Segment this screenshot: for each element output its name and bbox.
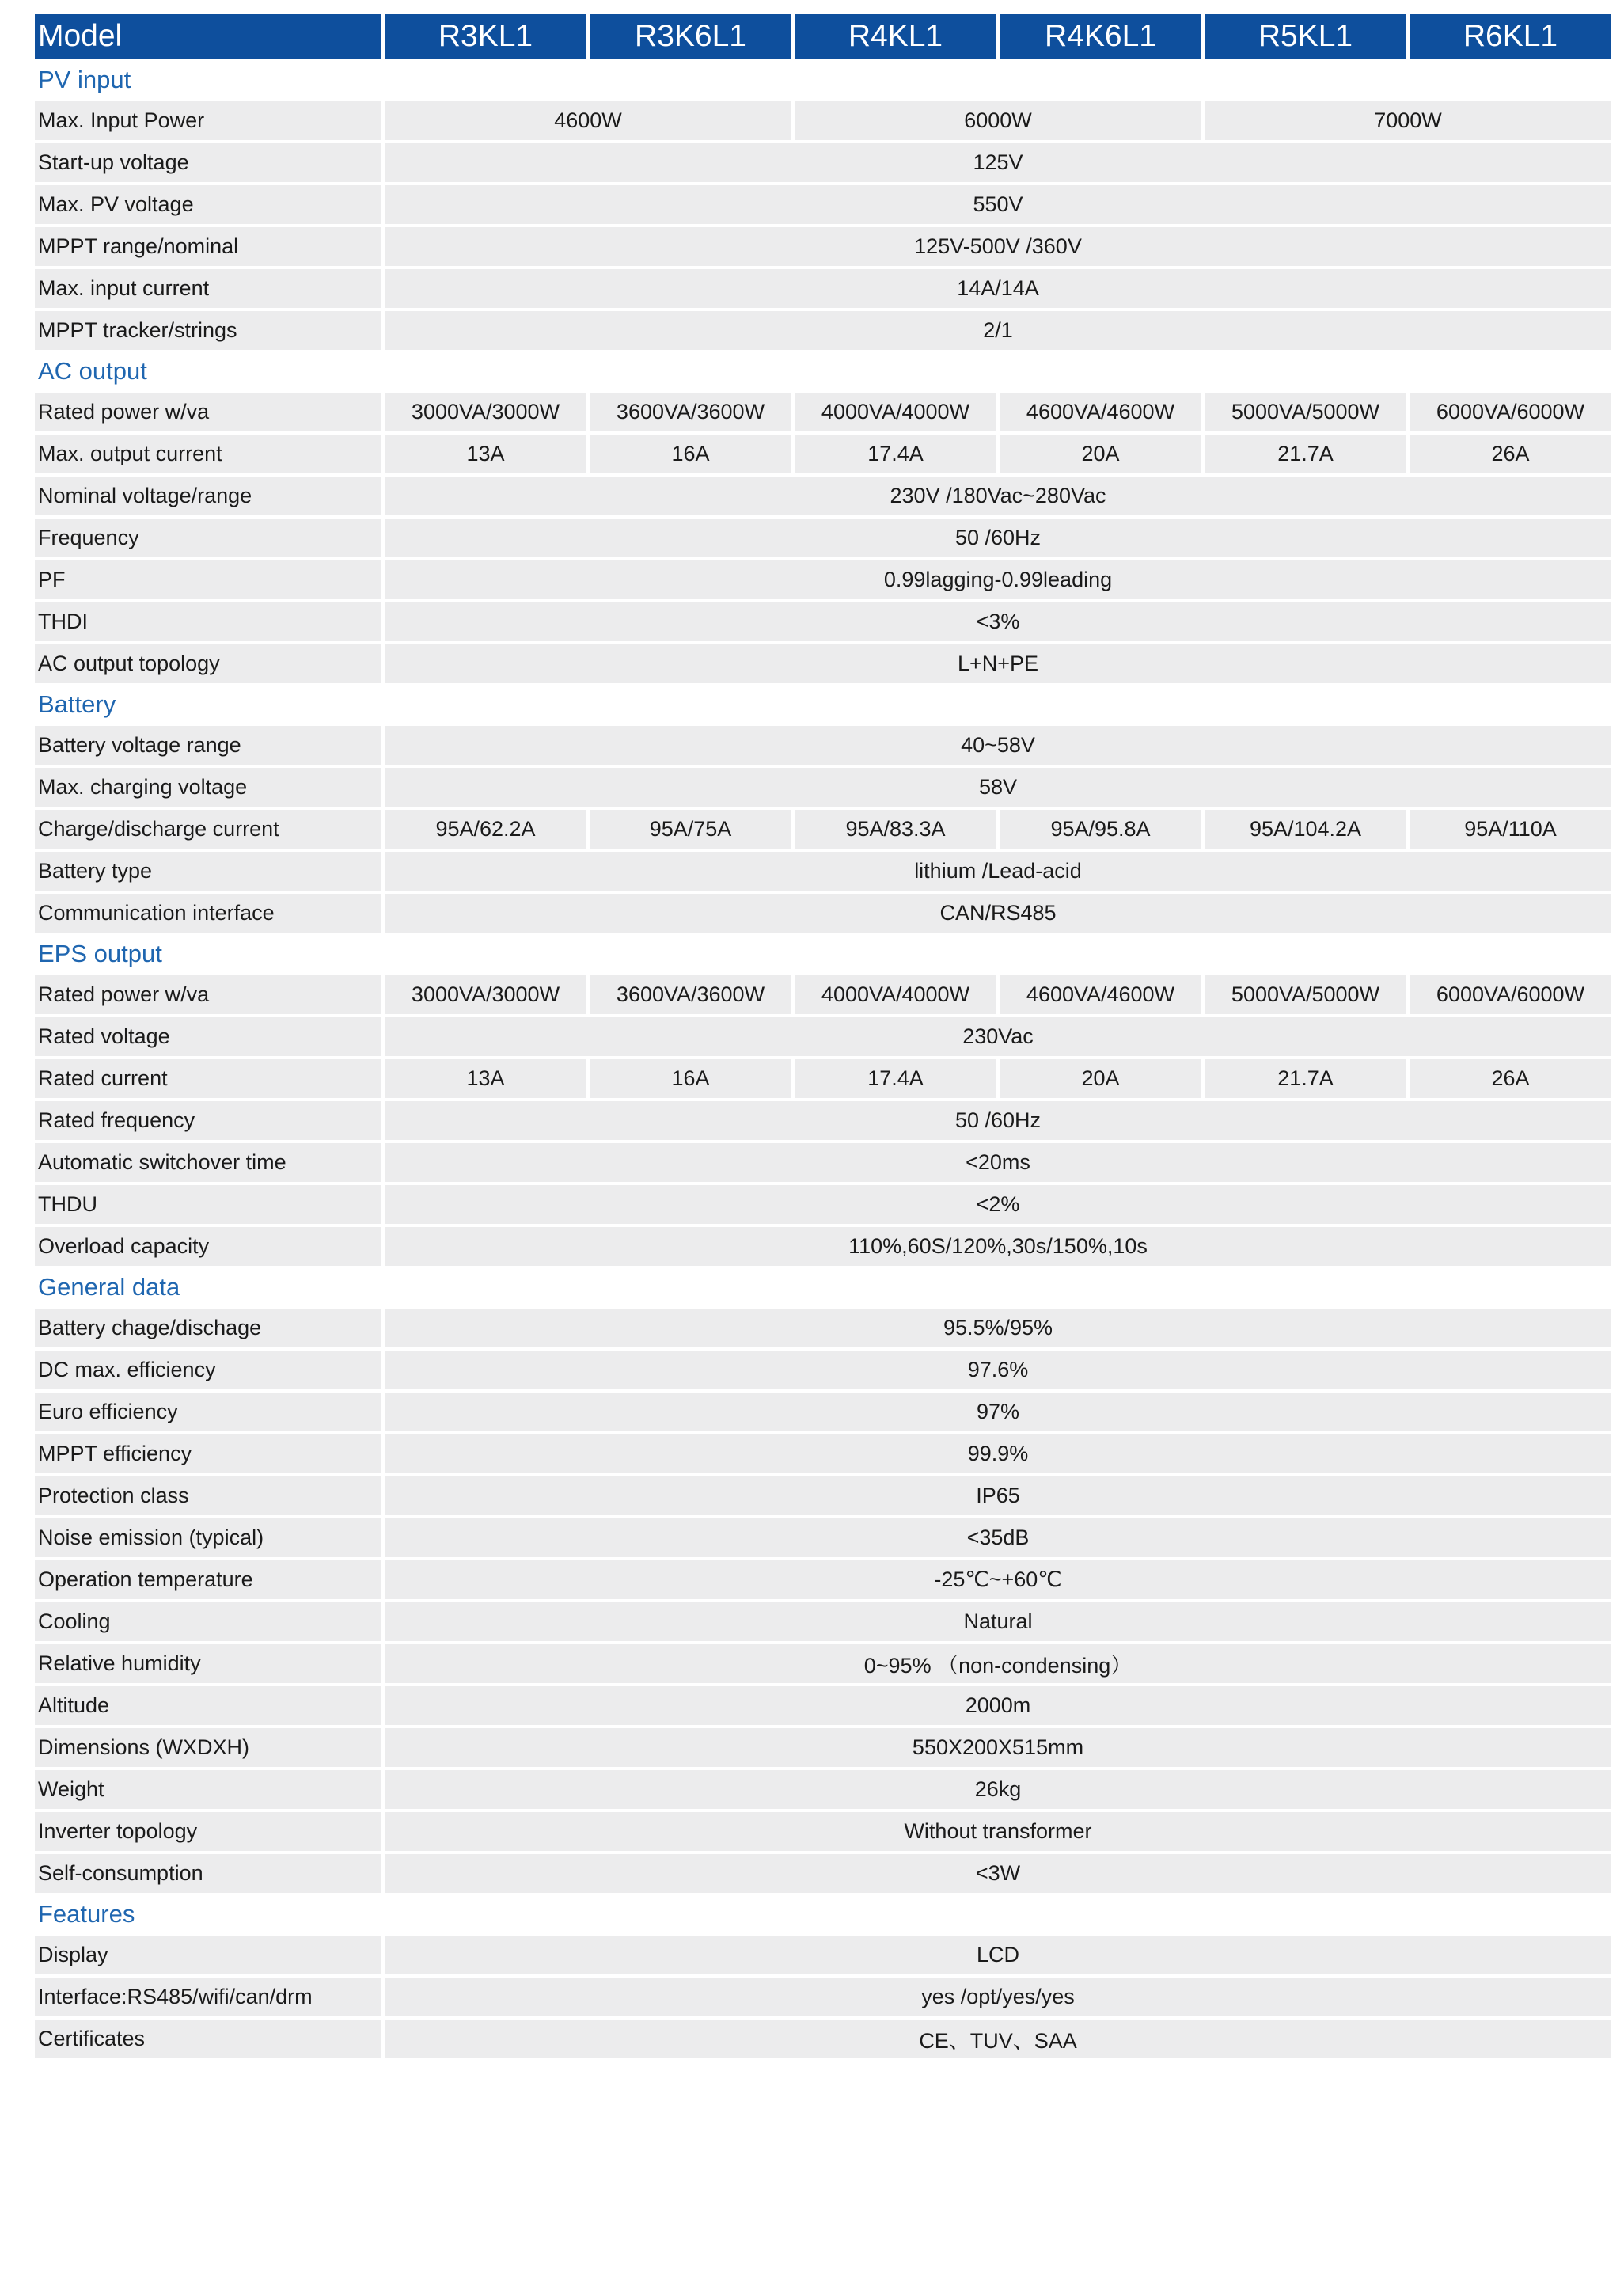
table-row [35, 1728, 1611, 1767]
row-value: 6000VA/6000W [1410, 975, 1611, 1014]
row-value: 17.4A [795, 435, 996, 473]
row-value: 17.4A [795, 1059, 996, 1098]
row-value: 2/1 [385, 311, 1611, 350]
table-row [35, 1978, 1611, 2016]
row-label: Nominal voltage/range [35, 477, 381, 515]
table-row [35, 1101, 1611, 1140]
row-label: Communication interface [35, 894, 381, 933]
row-value: 97% [385, 1393, 1611, 1431]
row-value: -25℃~+60℃ [385, 1560, 1611, 1599]
row-label: Max. Input Power [35, 101, 381, 140]
section-title: Features [35, 1896, 1611, 1932]
section-header [35, 353, 1611, 389]
model-header-2: R4KL1 [795, 14, 996, 59]
row-value: CAN/RS485 [385, 894, 1611, 933]
row-value: Natural [385, 1602, 1611, 1641]
row-value: 5000VA/5000W [1205, 393, 1406, 431]
spec-table [32, 11, 1615, 2061]
table-row [35, 810, 1611, 849]
row-label: Dimensions (WXDXH) [35, 1728, 381, 1767]
row-value: 21.7A [1205, 1059, 1406, 1098]
table-row [35, 1854, 1611, 1893]
table-row [35, 602, 1611, 641]
table-row [35, 894, 1611, 933]
row-value: 4000VA/4000W [795, 393, 996, 431]
row-value: IP65 [385, 1476, 1611, 1515]
section-header [35, 62, 1611, 98]
table-header [35, 14, 1611, 59]
row-label: Rated frequency [35, 1101, 381, 1140]
row-value: 26A [1410, 435, 1611, 473]
row-value: 95A/104.2A [1205, 810, 1406, 849]
section-title: AC output [35, 353, 1611, 389]
row-value: 125V [385, 143, 1611, 182]
table-row [35, 1644, 1611, 1683]
table-row [35, 1143, 1611, 1182]
row-value: 6000VA/6000W [1410, 393, 1611, 431]
section-title: Battery [35, 686, 1611, 723]
row-label: Battery type [35, 852, 381, 891]
row-label: Cooling [35, 1602, 381, 1641]
spec-body [35, 62, 1611, 2058]
table-row [35, 101, 1611, 140]
row-label: MPPT range/nominal [35, 227, 381, 266]
section-title: EPS output [35, 936, 1611, 972]
row-label: Euro efficiency [35, 1393, 381, 1431]
model-header-0: R3KL1 [385, 14, 586, 59]
row-value: <20ms [385, 1143, 1611, 1182]
row-value: 125V-500V /360V [385, 227, 1611, 266]
row-value: 3600VA/3600W [590, 975, 791, 1014]
row-label: DC max. efficiency [35, 1351, 381, 1389]
table-row [35, 852, 1611, 891]
row-label: MPPT tracker/strings [35, 311, 381, 350]
table-row [35, 519, 1611, 557]
row-value: 550X200X515mm [385, 1728, 1611, 1767]
row-value: 58V [385, 768, 1611, 807]
row-label: THDI [35, 602, 381, 641]
row-value: <3W [385, 1854, 1611, 1893]
row-value: <3% [385, 602, 1611, 641]
row-label: Max. input current [35, 269, 381, 308]
row-value: 21.7A [1205, 435, 1406, 473]
row-value: 13A [385, 435, 586, 473]
table-row [35, 975, 1611, 1014]
table-row [35, 2020, 1611, 2058]
row-value: 0.99lagging-0.99leading [385, 560, 1611, 599]
row-label: AC output topology [35, 644, 381, 683]
table-row [35, 768, 1611, 807]
header-row [35, 14, 1611, 59]
table-row [35, 143, 1611, 182]
row-value: 4600VA/4600W [1000, 393, 1201, 431]
model-label: Model [35, 14, 381, 59]
table-row [35, 1936, 1611, 1974]
row-value: 95.5%/95% [385, 1309, 1611, 1347]
row-label: Frequency [35, 519, 381, 557]
table-row [35, 393, 1611, 431]
row-value: 50 /60Hz [385, 519, 1611, 557]
row-value: 95A/75A [590, 810, 791, 849]
row-value: 2000m [385, 1686, 1611, 1725]
row-label: PF [35, 560, 381, 599]
row-value: 230V /180Vac~280Vac [385, 477, 1611, 515]
row-value: 26kg [385, 1770, 1611, 1809]
row-label: Display [35, 1936, 381, 1974]
table-row [35, 1351, 1611, 1389]
row-label: Rated power w/va [35, 393, 381, 431]
row-value: 40~58V [385, 726, 1611, 765]
row-value: CE、TUV、SAA [385, 2020, 1611, 2058]
table-row [35, 185, 1611, 224]
row-label: MPPT efficiency [35, 1434, 381, 1473]
row-label: Altitude [35, 1686, 381, 1725]
row-value: <35dB [385, 1518, 1611, 1557]
row-value: Without transformer [385, 1812, 1611, 1851]
row-value: 95A/110A [1410, 810, 1611, 849]
table-row [35, 1309, 1611, 1347]
table-row [35, 1686, 1611, 1725]
table-row [35, 1434, 1611, 1473]
table-row [35, 1185, 1611, 1224]
row-label: Max. charging voltage [35, 768, 381, 807]
row-label: Weight [35, 1770, 381, 1809]
model-header-3: R4K6L1 [1000, 14, 1201, 59]
row-label: Battery chage/dischage [35, 1309, 381, 1347]
row-value: 13A [385, 1059, 586, 1098]
row-label: THDU [35, 1185, 381, 1224]
table-row [35, 435, 1611, 473]
row-value: 110%,60S/120%,30s/150%,10s [385, 1227, 1611, 1266]
row-value: lithium /Lead-acid [385, 852, 1611, 891]
row-value: 7000W [1205, 101, 1611, 140]
row-value: 26A [1410, 1059, 1611, 1098]
model-header-5: R6KL1 [1410, 14, 1611, 59]
row-label: Rated current [35, 1059, 381, 1098]
table-row [35, 311, 1611, 350]
row-value: 5000VA/5000W [1205, 975, 1406, 1014]
table-row [35, 1476, 1611, 1515]
row-value: 20A [1000, 435, 1201, 473]
row-label: Max. output current [35, 435, 381, 473]
row-label: Interface:RS485/wifi/can/drm [35, 1978, 381, 2016]
row-label: Max. PV voltage [35, 185, 381, 224]
row-label: Relative humidity [35, 1644, 381, 1683]
row-value: 97.6% [385, 1351, 1611, 1389]
row-label: Inverter topology [35, 1812, 381, 1851]
row-value: 95A/95.8A [1000, 810, 1201, 849]
table-row [35, 726, 1611, 765]
row-value: 95A/83.3A [795, 810, 996, 849]
row-value: 4600VA/4600W [1000, 975, 1201, 1014]
row-label: Certificates [35, 2020, 381, 2058]
row-value: 4000VA/4000W [795, 975, 996, 1014]
row-value: 4600W [385, 101, 791, 140]
row-value: L+N+PE [385, 644, 1611, 683]
row-value: 20A [1000, 1059, 1201, 1098]
row-value: 16A [590, 1059, 791, 1098]
row-label: Battery voltage range [35, 726, 381, 765]
row-value: 230Vac [385, 1017, 1611, 1056]
row-value: 99.9% [385, 1434, 1611, 1473]
row-label: Charge/discharge current [35, 810, 381, 849]
section-header [35, 1269, 1611, 1305]
section-header [35, 936, 1611, 972]
table-row [35, 560, 1611, 599]
row-label: Noise emission (typical) [35, 1518, 381, 1557]
section-header [35, 1896, 1611, 1932]
model-header-1: R3K6L1 [590, 14, 791, 59]
section-title: General data [35, 1269, 1611, 1305]
table-row [35, 1518, 1611, 1557]
row-value: 6000W [795, 101, 1201, 140]
table-row [35, 1812, 1611, 1851]
row-value: 14A/14A [385, 269, 1611, 308]
table-row [35, 1059, 1611, 1098]
table-row [35, 269, 1611, 308]
row-label: Self-consumption [35, 1854, 381, 1893]
row-label: Start-up voltage [35, 143, 381, 182]
table-row [35, 1393, 1611, 1431]
table-row [35, 1602, 1611, 1641]
section-title: PV input [35, 62, 1611, 98]
row-label: Rated power w/va [35, 975, 381, 1014]
table-row [35, 227, 1611, 266]
row-value: 550V [385, 185, 1611, 224]
model-header-4: R5KL1 [1205, 14, 1406, 59]
table-row [35, 1770, 1611, 1809]
row-label: Protection class [35, 1476, 381, 1515]
table-row [35, 1560, 1611, 1599]
row-label: Rated voltage [35, 1017, 381, 1056]
row-value: 16A [590, 435, 791, 473]
row-value: 3600VA/3600W [590, 393, 791, 431]
row-value: 95A/62.2A [385, 810, 586, 849]
table-row [35, 477, 1611, 515]
row-label: Operation temperature [35, 1560, 381, 1599]
row-value: yes /opt/yes/yes [385, 1978, 1611, 2016]
table-row [35, 1017, 1611, 1056]
section-header [35, 686, 1611, 723]
row-value: <2% [385, 1185, 1611, 1224]
row-label: Automatic switchover time [35, 1143, 381, 1182]
table-row [35, 1227, 1611, 1266]
row-value: 0~95% （non-condensing） [385, 1644, 1611, 1683]
row-value: 3000VA/3000W [385, 975, 586, 1014]
table-row [35, 644, 1611, 683]
row-value: 50 /60Hz [385, 1101, 1611, 1140]
row-value: LCD [385, 1936, 1611, 1974]
row-value: 3000VA/3000W [385, 393, 586, 431]
row-label: Overload capacity [35, 1227, 381, 1266]
